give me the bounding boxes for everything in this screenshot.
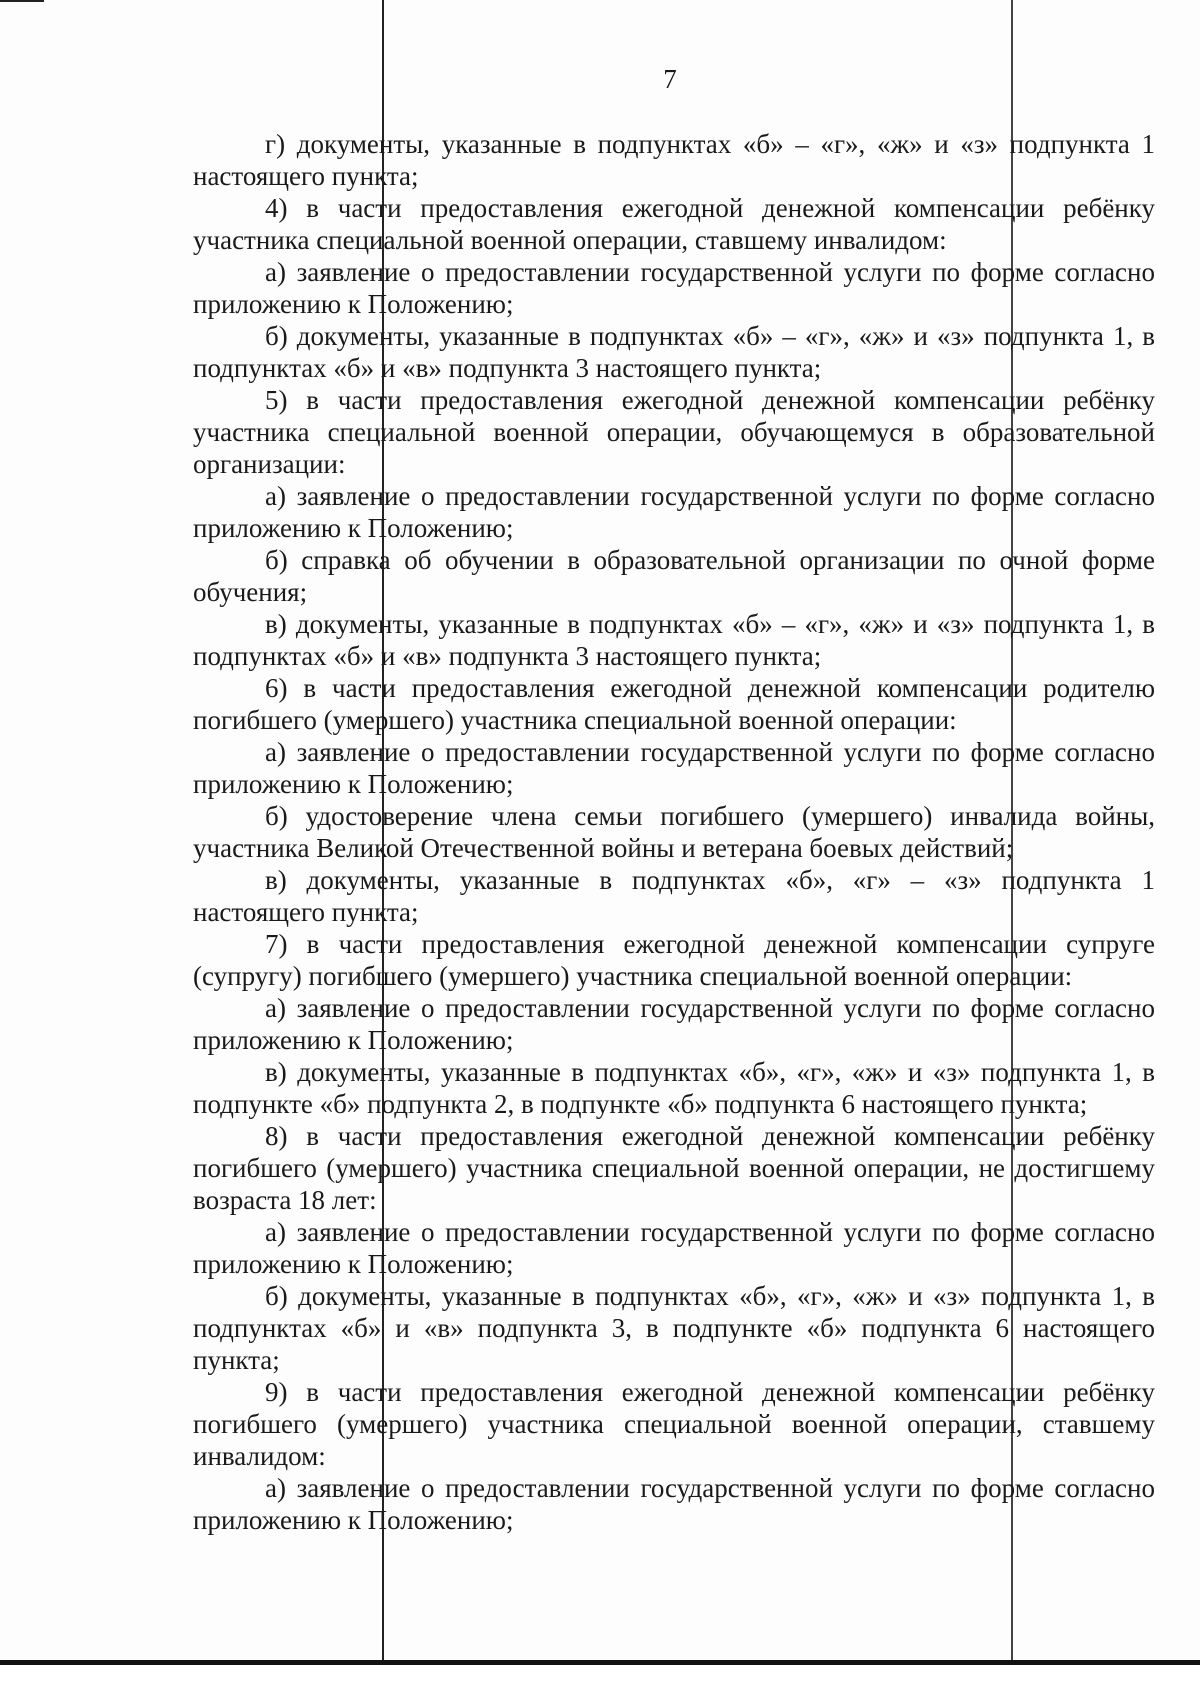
paragraph: а) заявление о предоставлении государственной услуги по форме согласно приложению к Положению; bbox=[193, 481, 1155, 543]
paragraph: б) справка об обучении в образовательной организации по очной форме обучения; bbox=[193, 545, 1155, 607]
paragraph: 4) в части предоставления ежегодной денежной компенсации ребёнку участника специальной военной операции, ставшему инвалидом: bbox=[193, 193, 1155, 255]
paragraph: г) документы, указанные в подпунктах «б» – «г», «ж» и «з» подпункта 1 настоящего пункта; bbox=[193, 129, 1155, 191]
paragraph: 5) в части предоставления ежегодной денежной компенсации ребёнку участника специальной военной операции, обучающемуся в образовательной организации: bbox=[193, 385, 1155, 479]
page-number: 7 bbox=[663, 64, 677, 94]
paragraph: а) заявление о предоставлении государственной услуги по форме согласно приложению к Положению; bbox=[193, 1217, 1155, 1279]
paragraph: 6) в части предоставления ежегодной денежной компенсации родителю погибшего (умершего) участника специальной военной операции: bbox=[193, 673, 1155, 735]
paragraph: в) документы, указанные в подпунктах «б» – «г», «ж» и «з» подпункта 1, в подпунктах «б» и «в» подпункта 3 настоящего пункта; bbox=[193, 609, 1155, 671]
paragraph: а) заявление о предоставлении государственной услуги по форме согласно приложению к Положению; bbox=[193, 993, 1155, 1055]
paragraph: б) документы, указанные в подпунктах «б», «г», «ж» и «з» подпункта 1, в подпунктах «б» и «в» подпункта 3, в подпункте «б» подпункта 6 настоящего пункта; bbox=[193, 1281, 1155, 1375]
paragraph: а) заявление о предоставлении государственной услуги по форме согласно приложению к Положению; bbox=[193, 737, 1155, 799]
paragraph: б) удостоверение члена семьи погибшего (умершего) инвалида войны, участника Великой Отечественной войны и ветерана боевых действий; bbox=[193, 801, 1155, 863]
paragraph: в) документы, указанные в подпунктах «б», «г» – «з» подпункта 1 настоящего пункта; bbox=[193, 865, 1155, 927]
paragraph: в) документы, указанные в подпунктах «б», «г», «ж» и «з» подпункта 1, в подпункте «б» подпункта 2, в подпункте «б» подпункта 6 настоящего пункта; bbox=[193, 1057, 1155, 1119]
paragraph: 9) в части предоставления ежегодной денежной компенсации ребёнку погибшего (умершего) участника специальной военной операции, ставшему инвалидом: bbox=[193, 1377, 1155, 1471]
paragraph: а) заявление о предоставлении государственной услуги по форме согласно приложению к Положению; bbox=[193, 1473, 1155, 1535]
paragraph: 7) в части предоставления ежегодной денежной компенсации супруге (супругу) погибшего (умершего) участника специальной военной операции: bbox=[193, 929, 1155, 991]
paragraph: б) документы, указанные в подпунктах «б» – «г», «ж» и «з» подпункта 1, в подпунктах «б» и «в» подпункта 3 настоящего пункта; bbox=[193, 321, 1155, 383]
paragraph: 8) в части предоставления ежегодной денежной компенсации ребёнку погибшего (умершего) участника специальной военной операции, не достигшему возраста 18 лет: bbox=[193, 1121, 1155, 1215]
scan-artifact-corner-line bbox=[0, 0, 44, 2]
paragraph: а) заявление о предоставлении государственной услуги по форме согласно приложению к Положению; bbox=[193, 257, 1155, 319]
bottom-margin bbox=[0, 1665, 1200, 1689]
document-body bbox=[193, 128, 1155, 1536]
